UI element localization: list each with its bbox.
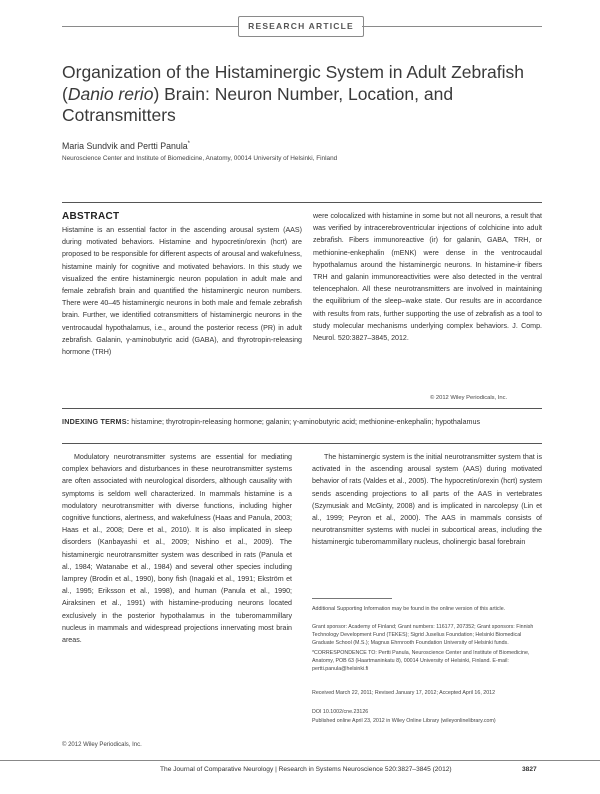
footnote-doi: DOI 10.1002/cne.23126 (312, 709, 369, 715)
footnote-received: Received March 22, 2011; Revised January 17, 2012; Accepted April 16, 2012 (312, 690, 496, 696)
indexing-terms (62, 416, 542, 427)
header-rule-left (62, 26, 238, 27)
body-column-1: Modulatory neurotransmitter systems are essential for mediating complex behaviors and disturbances in these neurotransmitter systems are often associated with neurological disorders, although causality with symptoms is seldom well characterized. In mammals histamine is a modulatory neurotransmitter with diverse functions, including higher cognitive functions, alertness, and wakefulness (Haas and Panula, 2003; Haas et al., 2008; Dere et al., 2010). It is also implicated in sleep disorders (Kanbayashi et al., 2009; Nishino et al., 2009). The histaminergic neurotransmitter system was described in rats (Panula et al., 1984; Watanabe et al., 1984) and several other species including lamprey (Brodin et al., 1990), bony fish (Inagaki et al., 1991; Ekström et al., 1995; Eriksson et al., 1998), and human (Panula et al., 1990; Airaksinen et al., 1991) with histamine-producing neurons located exclusively in the posterior hypothalamus in the tuberomammillary nucleus in mammals and widespread projections innervating most brain areas. (62, 453, 292, 645)
header-rule-right (362, 26, 542, 27)
indexing-term-list: histamine; thyrotropin-releasing hormone; galanin; γ-aminobutyric acid; methionine-enkephalin; hypothalamus (131, 417, 481, 426)
abstract-heading: ABSTRACT (62, 211, 120, 222)
page-number: 3827 (522, 766, 537, 773)
author-list (62, 141, 190, 151)
affiliation: Neuroscience Center and Institute of Biomedicine, Anatomy, 00014 University of Helsinki, Finland (62, 155, 338, 162)
page-copyright: © 2012 Wiley Periodicals, Inc. (62, 742, 142, 748)
article-type-banner: RESEARCH ARTICLE (238, 16, 364, 37)
abstract-copyright: © 2012 Wiley Periodicals, Inc. (430, 395, 508, 401)
article-title (62, 62, 542, 127)
footnote-supporting-info: Additional Supporting Information may be found in the online version of this article. (312, 606, 506, 612)
journal-footer: The Journal of Comparative Neurology | Research in Systems Neuroscience 520:3827–3845 (2012) (160, 766, 452, 773)
footnote-grants: Grant sponsor: Academy of Finland; Grant numbers: 116177, 207352; Grant sponsors: Finnish Technology Development Fund (TEKES); Sigrid Juselius Foundation; Helsinki Biomedical Graduate School (M.S.); Magnus Ehrnrooth Foundation University of Helsinki funds. (312, 624, 534, 646)
title-part1: Organization of the Histaminergic System in Adult Zebrafish ( (62, 62, 525, 104)
indexing-label: INDEXING TERMS: (62, 417, 130, 426)
title-species: Danio rerio (67, 83, 154, 104)
footnote-correspondence: *CORRESPONDENCE TO: Pertti Panula, Neuroscience Center and Institute of Biomedicine, Anatomy, POB 63 (Haartmaninkatu 8), 00014 University of Helsinki, Finland. E-mail: pertti.panula@helsinki.fi (312, 650, 530, 672)
abstract-top-rule (62, 202, 542, 203)
indexing-bottom-rule (62, 443, 542, 444)
body-column-2: The histaminergic system is the initial neurotransmitter system that is activated in the ascending arousal system (AAS) during motivated behavior of rats (Valdes et al., 2005). The hypocretin/orexin (hcrt) system sends ascending projections to all parts of the AAS in vertebrates (Szymusiak and McGinty, 2008) and is implicated in narcolepsy (Lin et al., 1999; Peyron et al., 2000). The AAS in mammals consists of neurotransmitter systems with nuclei in subcortical areas, including the histaminergic tuberomammillary nucleus, cholinergic basal forebrain (312, 453, 542, 547)
abstract-column-2: were colocalized with histamine in some but not all neurons, a result that was verified by intracerebroventricular injections of colchicine into adult zebrafish. Fibers immunoreactive (ir) for galanin, GABA, TRH, or methionine-enkephalin (mENK) were dense in the ventrocaudal hypothalamus around the histaminergic neurons. In histamine-ir fibers TRH and galanin immunoreactivities were also detected in the ventral telencephalon. All these neurotransmitters are involved in maintaining the equilibrium of the sleep–wake state. Our results are in accordance with results from rats, further supporting the use of zebrafish as a tool to study molecular mechanisms underlying complex behaviors. J. Comp. Neurol. 520:3827–3845, 2012. (313, 212, 542, 343)
footnote-published: Published online April 23, 2012 in Wiley Online Library (wileyonlinelibrary.com) (312, 718, 496, 724)
footnote-rule (312, 598, 392, 599)
title-part2: ) Brain: Neuron Number, Location, and Cotransmitters (62, 83, 454, 125)
indexing-top-rule (62, 408, 542, 409)
footer-rule (0, 760, 600, 761)
authors-names: Maria Sundvik and Pertti Panula (62, 141, 188, 151)
corresponding-mark: * (187, 141, 191, 148)
abstract-column-1: Histamine is an essential factor in the ascending arousal system (AAS) during motivated behaviors. Histamine and hypocretin/orexin (hcrt) are proposed to be responsible for different aspects of arousal and wakefulness, histamine mainly for cognitive and motivated behaviors. In this study we visualized the entire histaminergic neuron population in adult male and female zebrafish brain and quantified the histaminergic neuron numbers. There were 40–45 histaminergic neurons in both male and female zebrafish brain. Further, we identified cotransmitters of histaminergic neurons in the ventrocaudal hypothalamus, i.e., around the posterior recess (PR) in adult zebrafish. Galanin, γ-aminobutyric acid (GABA), and thyrotropin-releasing hormone (TRH) (62, 226, 302, 357)
